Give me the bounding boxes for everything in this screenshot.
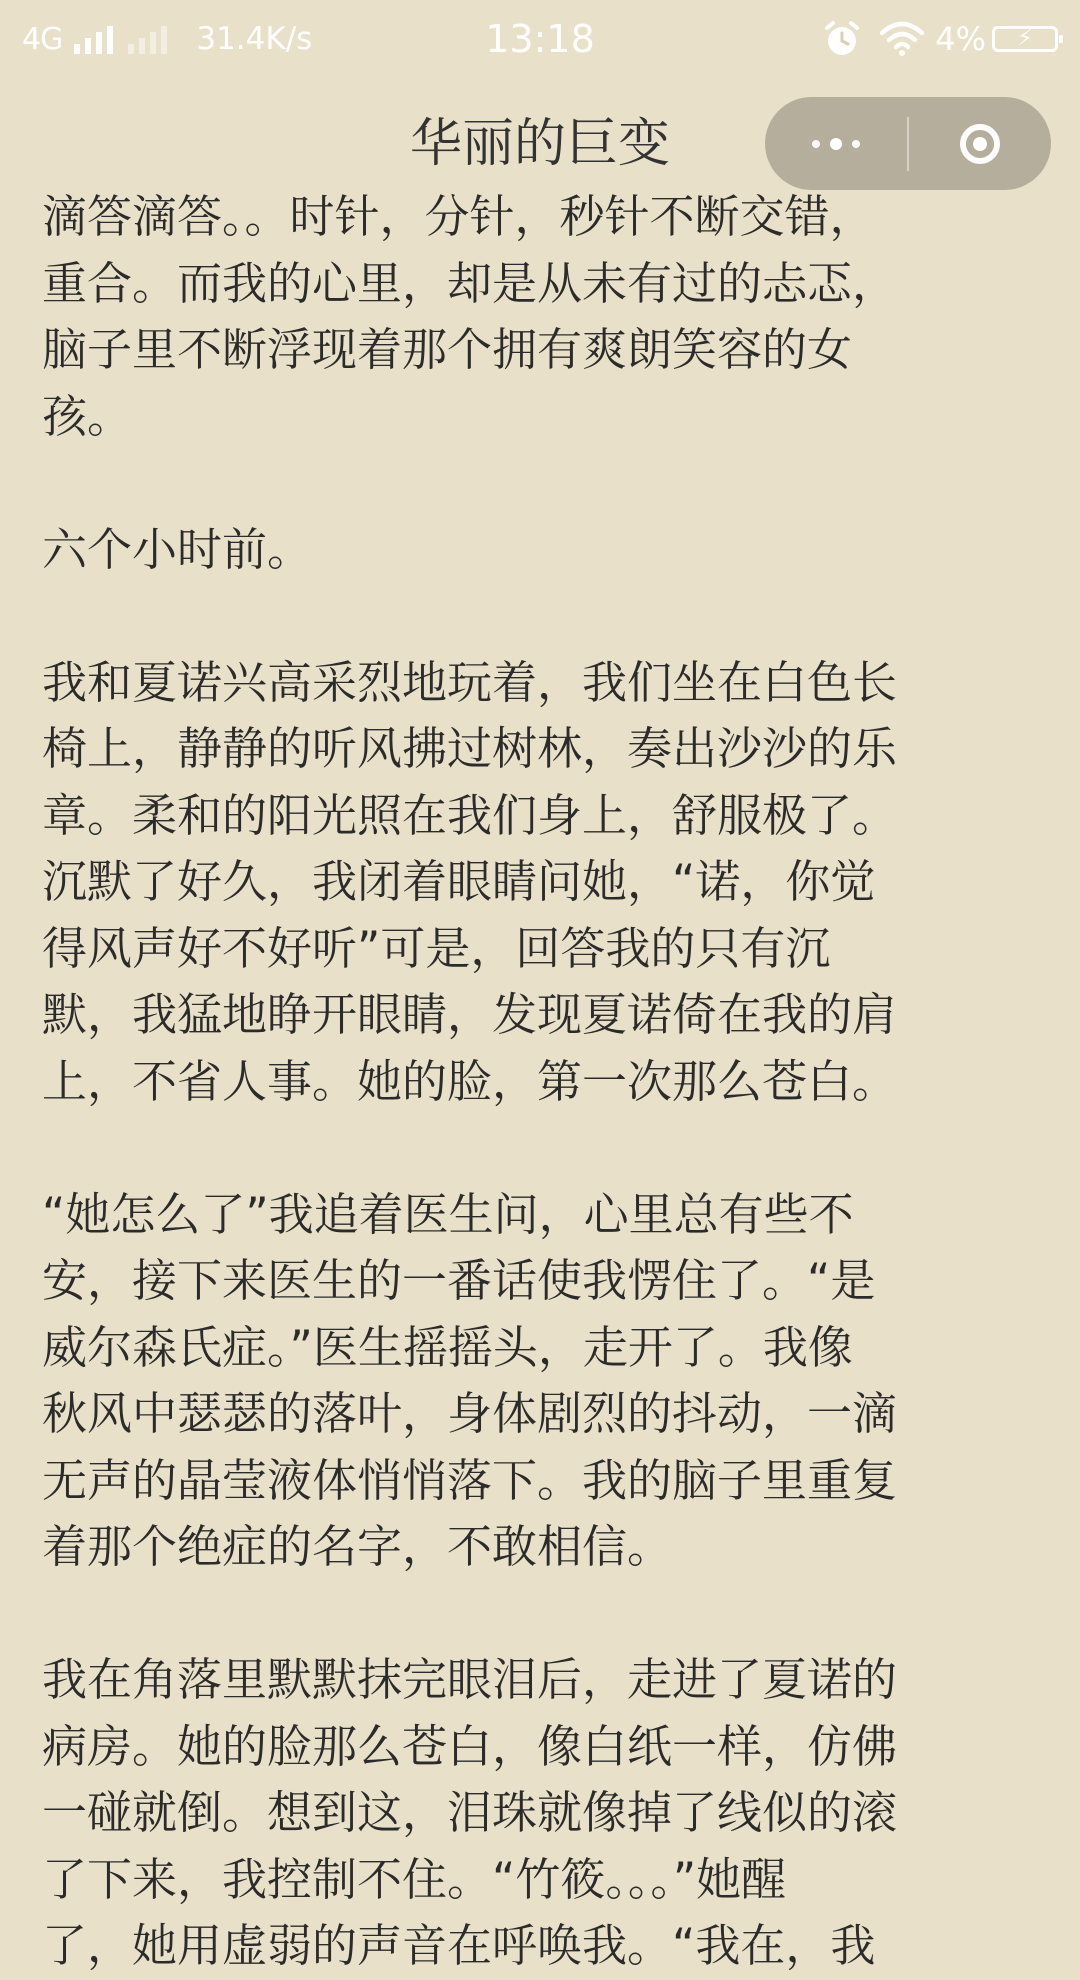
more-icon (807, 138, 865, 150)
article-line: 孩。 (42, 389, 133, 443)
article-line (42, 583, 1047, 650)
network-speed: 31.4K/s (196, 21, 313, 57)
close-miniprogram-button[interactable] (909, 97, 1051, 190)
battery-percent: 4% (935, 20, 986, 58)
article-line (42, 1115, 1047, 1182)
article-line: 了下来，我控制不住。“竹筱。。。”她醒 (42, 1852, 787, 1906)
article-line: 我和夏诺兴高采烈地玩着，我们坐在白色长 (42, 655, 898, 709)
article-line (42, 1581, 1047, 1648)
article-line: 了，她用虚弱的声音在呼唤我。“我在，我 (42, 1919, 876, 1972)
status-bar (0, 0, 1080, 80)
article-line: 重合。而我的心里，却是从未有过的忐忑， (42, 256, 898, 310)
article-line: 秋风中瑟瑟的落叶，身体剧烈的抖动，一滴 (42, 1387, 898, 1440)
article-line: 章。柔和的阳光照在我们身上，舒服极了。 (42, 788, 898, 842)
miniprogram-capsule (765, 97, 1051, 190)
article-line: 椅上，静静的听风拂过树林，奏出沙沙的乐 (42, 722, 898, 775)
alarm-icon (823, 20, 861, 58)
article-line: “她怎么了”我追着医生问，心里总有些不 (42, 1187, 854, 1241)
more-button[interactable] (765, 97, 907, 190)
article-line: 滴答滴答。。时针，分针，秒针不断交错， (42, 190, 875, 243)
article-body (42, 184, 1047, 1980)
article-line: 着那个绝症的名字，不敢相信。 (42, 1520, 673, 1573)
close-miniprogram-icon (960, 124, 1000, 164)
article-line: 我在角落里默默抹完眼泪后，走进了夏诺的 (42, 1653, 898, 1706)
article-line: 沉默了好久，我闭着眼睛问她，“诺，你觉 (42, 855, 876, 908)
article-line: 上，不省人事。她的脸，第一次那么苍白。 (42, 1054, 898, 1108)
charging-icon: ⚡ (1017, 26, 1033, 51)
article-line: 安，接下来医生的一番话使我愣住了。“是 (42, 1254, 876, 1307)
status-right (823, 14, 1058, 64)
article-line: 一碰就倒。想到这，泪珠就像掉了线似的滚 (42, 1786, 898, 1839)
page-title: 华丽的巨变 (409, 114, 670, 174)
article-line: 得风声好不好听”可是，回答我的只有沉 (42, 921, 831, 975)
article-line: 病房。她的脸那么苍白，像白纸一样，仿佛 (42, 1719, 898, 1773)
article-line: 脑子里不断浮现着那个拥有爽朗笑容的女 (42, 323, 853, 376)
article-line: 六个小时前。 (42, 522, 313, 576)
article-line: 默，我猛地睁开眼睛，发现夏诺倚在我的肩 (42, 988, 898, 1041)
network-type: 4G (22, 21, 63, 57)
article-line: 威尔森氏症。”医生摇摇头，走开了。我像 (42, 1320, 853, 1374)
wifi-icon (879, 21, 925, 57)
article-line: 无声的晶莹液体悄悄落下。我的脑子里重复 (42, 1453, 898, 1507)
battery-icon (992, 26, 1058, 52)
article-line (42, 450, 1047, 517)
status-time: 13:18 (485, 17, 595, 61)
